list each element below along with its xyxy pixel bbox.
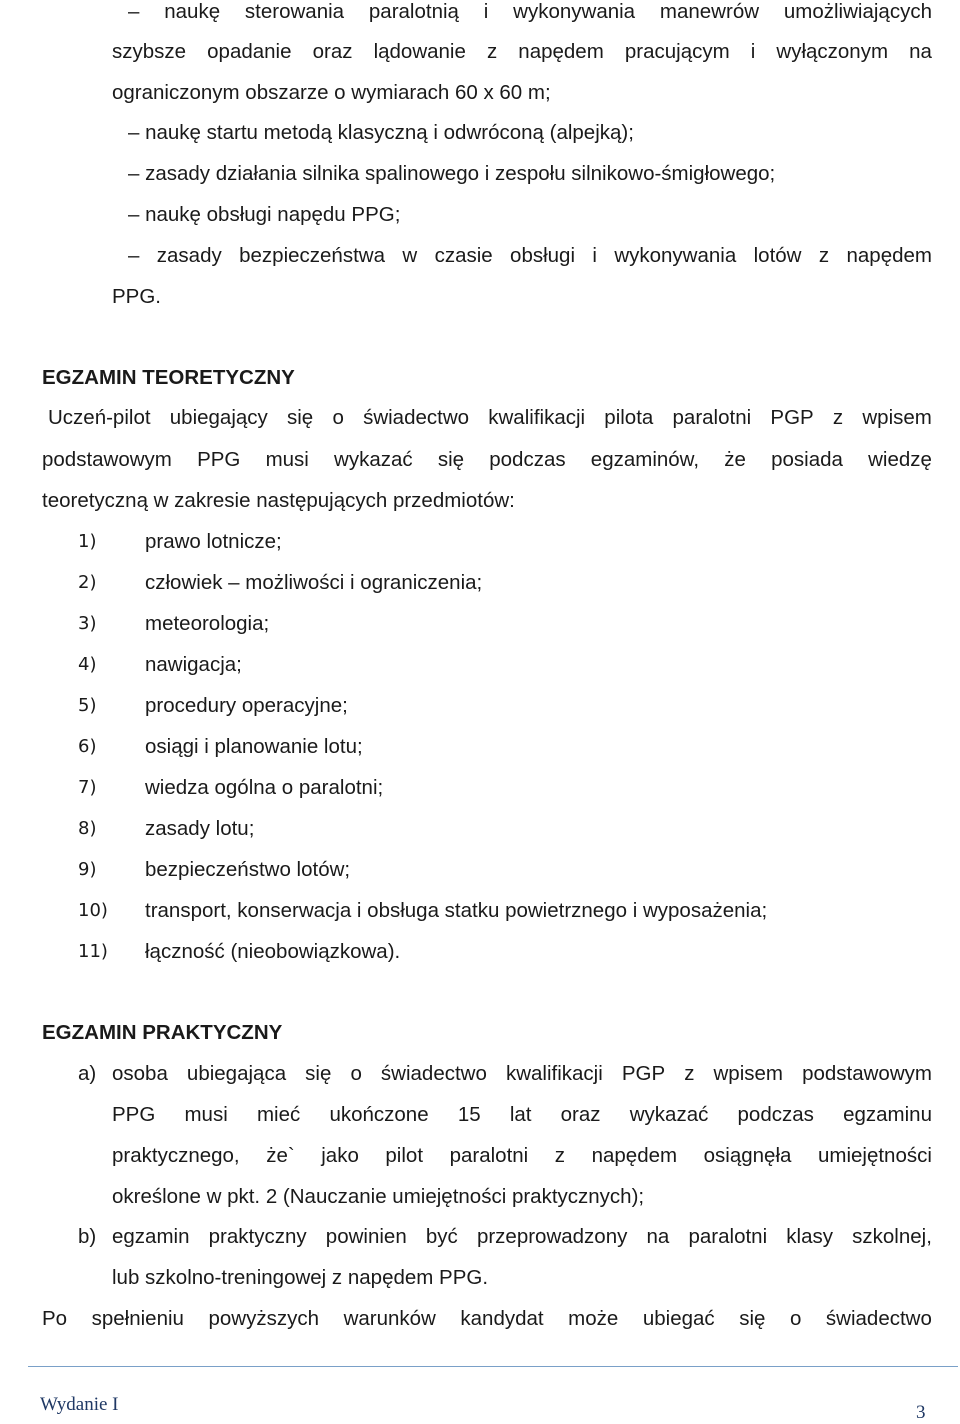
word: czasie	[434, 244, 493, 267]
word: egzaminu	[843, 1103, 932, 1126]
word: wiedzę	[868, 448, 932, 471]
practice-item-b-line-1	[112, 1225, 932, 1249]
word: zasady	[156, 244, 222, 267]
word: z	[832, 406, 844, 429]
word: wykonywania	[614, 244, 737, 267]
word: może	[568, 1307, 619, 1330]
word: że	[724, 448, 746, 471]
word: napędem	[846, 244, 932, 267]
word: wpisem	[713, 1062, 783, 1085]
word: lotów	[753, 244, 802, 267]
word: osiągnęła	[703, 1144, 792, 1167]
word: się	[305, 1062, 332, 1085]
word: opadanie	[207, 40, 292, 63]
practice-item-b-label: b)	[78, 1225, 97, 1248]
word: podstawowym	[802, 1062, 932, 1085]
word: świadectwo	[825, 1307, 932, 1330]
list-item-number: 11)	[78, 941, 108, 962]
practice-final-line	[42, 1307, 932, 1331]
practice-item-b-line-2: lub szkolno-treningowej z napędem PPG.	[112, 1266, 489, 1289]
list-item-number: 9)	[78, 859, 97, 880]
word: kwalifikacji	[505, 1062, 603, 1085]
word: paralotni	[672, 406, 752, 429]
word: ubiegający	[169, 406, 268, 429]
word: posiada	[771, 448, 843, 471]
word: wykazać	[629, 1103, 709, 1126]
list-item-number: 1)	[78, 531, 97, 552]
word: klasy	[786, 1225, 833, 1248]
word: z	[554, 1144, 566, 1167]
word: ubiegająca	[186, 1062, 287, 1085]
intro-item-5-line-2: PPG.	[112, 285, 161, 308]
word: szybsze	[112, 40, 187, 63]
word: bezpieczeństwa	[239, 244, 385, 267]
theory-paragraph-line-3: teoretyczną w zakresie następujących przedmiotów:	[42, 489, 515, 512]
intro-item-2: – naukę startu metodą klasyczną i odwróconą (alpejką);	[128, 121, 634, 144]
list-item-number: 2)	[78, 572, 97, 593]
word: osoba	[112, 1062, 168, 1085]
list-item-text: wiedza ogólna o paralotni;	[145, 776, 384, 799]
word: o	[332, 406, 344, 429]
word: z	[486, 40, 498, 63]
footer-edition: Wydanie I	[40, 1394, 119, 1415]
word: podczas	[489, 448, 566, 471]
word: przeprowadzony	[476, 1225, 628, 1248]
word: Uczeń-pilot	[48, 406, 151, 429]
list-item-number: 6)	[78, 736, 97, 757]
list-item-number: 4)	[78, 654, 97, 675]
word: wpisem	[862, 406, 932, 429]
word: PGP	[621, 1062, 666, 1085]
word: umożliwiających	[783, 0, 932, 23]
word: lat	[509, 1103, 532, 1126]
intro-item-5-line-1	[128, 244, 932, 268]
word: paralotni	[688, 1225, 768, 1248]
word: Po	[42, 1307, 68, 1330]
word: manewrów	[659, 0, 760, 23]
word: pilot	[385, 1144, 424, 1167]
word: musi	[184, 1103, 228, 1126]
list-item-text: zasady lotu;	[145, 817, 255, 840]
word: pracującym	[624, 40, 730, 63]
word: wykonywania	[513, 0, 636, 23]
practice-item-a-line-3	[112, 1144, 932, 1168]
practice-item-a-line-1	[112, 1062, 932, 1086]
word: –	[128, 244, 140, 267]
word: podczas	[737, 1103, 814, 1126]
list-item-text: nawigacja;	[145, 653, 242, 676]
list-item-text: transport, konserwacja i obsługa statku powietrznego i wyposażenia;	[145, 899, 768, 922]
word: na	[646, 1225, 670, 1248]
word: 15	[457, 1103, 481, 1126]
word: –	[128, 0, 140, 23]
page-number: 3	[916, 1402, 926, 1423]
word: o	[350, 1062, 362, 1085]
word: na	[909, 40, 932, 63]
word: powinien	[325, 1225, 407, 1248]
word: napędem	[591, 1144, 678, 1167]
list-item-text: człowiek – możliwości i ograniczenia;	[145, 571, 483, 594]
word: umiejętności	[817, 1144, 932, 1167]
word: PPG	[197, 448, 241, 471]
word: wyłączonym	[776, 40, 889, 63]
intro-item-4: – naukę obsługi napędu PPG;	[128, 203, 401, 226]
word: warunków	[343, 1307, 436, 1330]
theory-paragraph-line-2	[42, 448, 932, 472]
list-item-text: łączność (nieobowiązkowa).	[145, 940, 401, 963]
footer-divider	[28, 1366, 958, 1367]
word: powyższych	[208, 1307, 320, 1330]
word: egzaminów,	[590, 448, 700, 471]
word: podstawowym	[42, 448, 172, 471]
intro-item-1-line-2	[112, 40, 932, 64]
word: lądowanie	[373, 40, 466, 63]
word: wykazać	[334, 448, 413, 471]
list-item-number: 10)	[78, 900, 108, 921]
word: świadectwo	[380, 1062, 487, 1085]
word: o	[789, 1307, 802, 1330]
word: ubiegać	[642, 1307, 715, 1330]
list-item-text: procedury operacyjne;	[145, 694, 348, 717]
word: i	[483, 0, 489, 23]
word: szkolnej,	[852, 1225, 932, 1248]
word: w	[402, 244, 418, 267]
word: oraz	[312, 40, 353, 63]
theory-paragraph-line-1	[48, 406, 932, 430]
list-item-number: 5)	[78, 695, 97, 716]
word: pilota	[604, 406, 654, 429]
word: z	[684, 1062, 695, 1085]
intro-item-1-line-3: ograniczonym obszarze o wymiarach 60 x 60 m;	[112, 81, 551, 104]
word: kwalifikacji	[488, 406, 586, 429]
list-item-text: prawo lotnicze;	[145, 530, 282, 553]
word: PGP	[770, 406, 814, 429]
word: obsługi	[510, 244, 576, 267]
theory-heading: EGZAMIN TEORETYCZNY	[42, 366, 295, 389]
word: praktyczny	[208, 1225, 307, 1248]
list-item-text: meteorologia;	[145, 612, 270, 635]
list-item-number: 8)	[78, 818, 97, 839]
intro-item-1-line-1	[128, 0, 932, 24]
word: że`	[266, 1144, 295, 1167]
word: napędem	[518, 40, 604, 63]
word: oraz	[560, 1103, 601, 1126]
list-item-number: 3)	[78, 613, 97, 634]
word: się	[739, 1307, 766, 1330]
word: z	[818, 244, 830, 267]
word: PPG	[112, 1103, 156, 1126]
word: świadectwo	[363, 406, 470, 429]
word: ukończone	[329, 1103, 429, 1126]
word: sterowania	[244, 0, 345, 23]
word: i	[750, 40, 756, 63]
word: jako	[321, 1144, 359, 1167]
word: spełnieniu	[91, 1307, 184, 1330]
practice-item-a-label: a)	[78, 1062, 97, 1085]
word: paralotnią	[368, 0, 459, 23]
word: i	[592, 244, 597, 267]
word: się	[287, 406, 314, 429]
word: się	[437, 448, 465, 471]
list-item-text: osiągi i planowanie lotu;	[145, 735, 363, 758]
list-item-number: 7)	[78, 777, 97, 798]
practice-heading: EGZAMIN PRAKTYCZNY	[42, 1021, 283, 1044]
word: paralotni	[449, 1144, 529, 1167]
word: praktycznego,	[112, 1144, 240, 1167]
word: naukę	[164, 0, 221, 23]
practice-item-a-line-2	[112, 1103, 932, 1127]
word: mieć	[256, 1103, 301, 1126]
intro-item-3: – zasady działania silnika spalinowego i zespołu silnikowo-śmigłowego;	[128, 162, 776, 185]
list-item-text: bezpieczeństwo lotów;	[145, 858, 351, 881]
word: egzamin	[112, 1225, 190, 1248]
word: kandydat	[460, 1307, 544, 1330]
word: musi	[265, 448, 309, 471]
practice-item-a-line-4: określone w pkt. 2 (Nauczanie umiejętności praktycznych);	[112, 1185, 645, 1208]
word: być	[425, 1225, 458, 1248]
